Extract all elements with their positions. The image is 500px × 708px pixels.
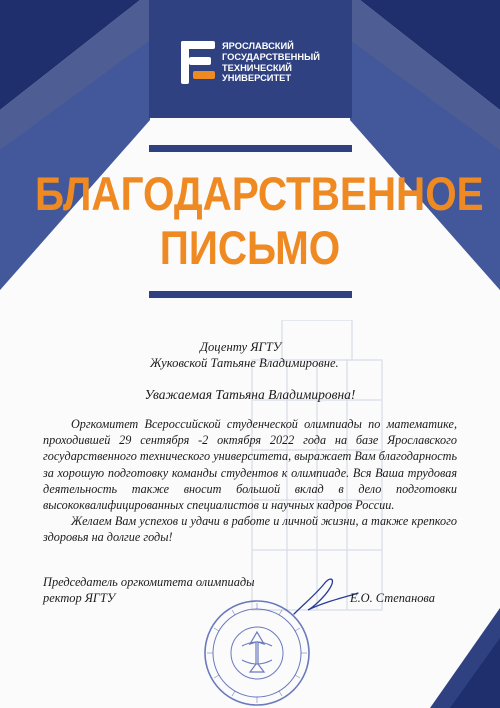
university-name-line: ГОСУДАРСТВЕННЫЙ [222,51,320,62]
ystu-logo-icon [181,41,217,84]
signatory-name: Е.О. Степанова [350,591,435,605]
divider-top [149,145,352,152]
corner-decoration-bottom-right [430,608,500,708]
letter-title-line2: ПИСЬМО [159,221,341,274]
body-paragraph: Желаем Вам успехов и удачи в работе и личной жизни, а также крепкого здоровья на долгие годы! [43,514,457,545]
letter-body [43,416,457,546]
signatory-position-line1: Председатель оргкомитета олимпиады [43,575,255,589]
university-name-line: ТЕХНИЧЕСКИЙ [222,62,292,73]
greeting: Уважаемая Татьяна Владимировна! [144,387,356,402]
university-name [222,41,342,84]
university-name-line: УНИВЕРСИТЕТ [222,73,292,84]
body-paragraph: Оргкомитет Всероссийской студенческой олимпиады по математике, проходившей 29 сентября -2 октября 2022 года на базе Ярославского государственного технического университета, выражает Вам благодарность за хорошую подготовку команды студентов к олимпиаде. Вся Ваша трудовая деятельность также вносит большой вклад в дело подготовки высококвалифицированных специалистов и научных кадров России. [43,417,458,513]
university-name-line: ЯРОСЛАВСКИЙ [222,41,294,51]
addressee-position: Доценту ЯГТУ [200,340,282,354]
addressee-name: Жуковской Татьяне Владимировне. [150,356,339,370]
signatory-position-line2: ректор ЯГТУ [43,591,116,605]
divider-bottom [149,291,352,298]
letter-title-line1: БЛАГОДАРСТВЕННОЕ [35,167,484,220]
